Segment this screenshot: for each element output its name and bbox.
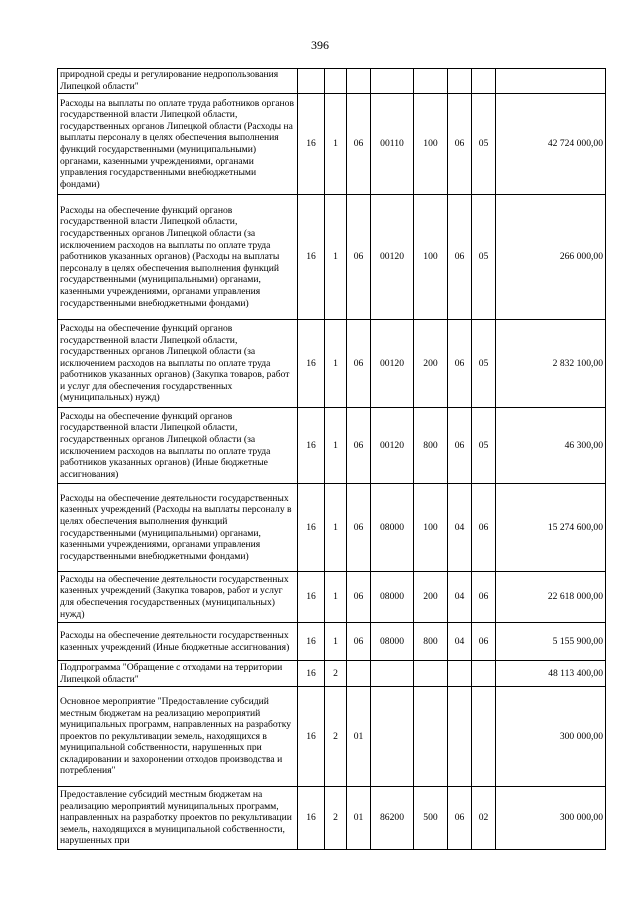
table-row <box>58 661 606 687</box>
cell-subsection: 06 <box>472 572 496 623</box>
row-description: Расходы на обеспечение функций органов государственной власти Липецкой области, государственных органов Липецкой области (за исключением расходов на выплаты по оплате труда работников указанных органов) (Иные бюджетные ассигнования) <box>58 408 298 484</box>
cell-subprogram: 1 <box>325 94 347 195</box>
cell-amount <box>496 69 606 94</box>
cell-amount: 300 000,00 <box>496 787 606 850</box>
row-description: Расходы на обеспечение деятельности государственных казенных учреждений (Расходы на выплаты персоналу в целях обеспечения выполнения функций государственными (муниципальными) органами, казенными учреждениями, органами управления государственными внебюджетными фондами) <box>58 484 298 572</box>
cell-admin-code: 16 <box>298 787 325 850</box>
row-description: Подпрограмма "Обращение с отходами на территории Липецкой области" <box>58 661 298 687</box>
budget-table <box>57 68 606 850</box>
cell-measure: 06 <box>347 623 371 661</box>
cell-admin-code: 16 <box>298 484 325 572</box>
cell-section: 06 <box>448 408 472 484</box>
cell-section: 06 <box>448 787 472 850</box>
cell-subsection: 05 <box>472 408 496 484</box>
row-description: Расходы на обеспечение функций органов государственной власти Липецкой области, государственных органов Липецкой области (за исключением расходов на выплаты по оплате труда работников указанных органов) (Закупка товаров, работ и услуг для обеспечения государственных (муниципальных) нужд) <box>58 320 298 408</box>
cell-direction <box>371 69 414 94</box>
cell-expense-type: 800 <box>414 408 448 484</box>
table-row <box>58 195 606 320</box>
cell-subsection <box>472 661 496 687</box>
row-description: Предоставление субсидий местным бюджетам на реализацию мероприятий муниципальных программ, направленных на разработку проектов по рекультивации земель, находящихся в муниципальной собственности, нарушенных при <box>58 787 298 850</box>
row-description: Расходы на выплаты по оплате труда работников органов государственной власти Липецкой области, государственных органов Липецкой области (Расходы на выплаты персоналу в целях обеспечения выполнения функций государственными (муниципальными) органами, казенными учреждениями, органами управления государственными внебюджетными фондами) <box>58 94 298 195</box>
page-number: 396 <box>311 38 329 52</box>
cell-amount: 266 000,00 <box>496 195 606 320</box>
cell-subsection <box>472 69 496 94</box>
cell-direction: 00120 <box>371 195 414 320</box>
cell-subsection <box>472 687 496 787</box>
cell-measure: 01 <box>347 787 371 850</box>
cell-expense-type <box>414 69 448 94</box>
cell-admin-code: 16 <box>298 572 325 623</box>
table-row <box>58 94 606 195</box>
cell-amount: 22 618 000,00 <box>496 572 606 623</box>
cell-expense-type: 100 <box>414 94 448 195</box>
cell-subsection: 05 <box>472 320 496 408</box>
cell-section: 04 <box>448 623 472 661</box>
table-row <box>58 687 606 787</box>
cell-admin-code: 16 <box>298 195 325 320</box>
cell-expense-type: 500 <box>414 787 448 850</box>
cell-amount: 15 274 600,00 <box>496 484 606 572</box>
cell-amount: 300 000,00 <box>496 687 606 787</box>
cell-direction: 08000 <box>371 484 414 572</box>
cell-subsection: 05 <box>472 94 496 195</box>
row-description: Расходы на обеспечение деятельности государственных казенных учреждений (Закупка товаров, работ и услуг для обеспечения государственных (муниципальных) нужд) <box>58 572 298 623</box>
cell-expense-type: 100 <box>414 484 448 572</box>
table-row <box>58 408 606 484</box>
cell-direction <box>371 687 414 787</box>
cell-admin-code: 16 <box>298 623 325 661</box>
cell-amount: 46 300,00 <box>496 408 606 484</box>
cell-measure: 06 <box>347 484 371 572</box>
cell-expense-type: 200 <box>414 320 448 408</box>
cell-expense-type <box>414 661 448 687</box>
cell-section <box>448 69 472 94</box>
cell-subprogram: 1 <box>325 195 347 320</box>
cell-admin-code: 16 <box>298 320 325 408</box>
cell-subprogram: 2 <box>325 687 347 787</box>
cell-amount: 48 113 400,00 <box>496 661 606 687</box>
table-row <box>58 623 606 661</box>
cell-section: 04 <box>448 572 472 623</box>
cell-admin-code: 16 <box>298 94 325 195</box>
cell-expense-type: 800 <box>414 623 448 661</box>
cell-section <box>448 661 472 687</box>
cell-measure: 06 <box>347 408 371 484</box>
cell-subprogram: 1 <box>325 408 347 484</box>
table-row <box>58 787 606 850</box>
cell-direction: 00120 <box>371 320 414 408</box>
cell-direction: 08000 <box>371 572 414 623</box>
cell-admin-code: 16 <box>298 408 325 484</box>
cell-section: 06 <box>448 94 472 195</box>
cell-expense-type: 100 <box>414 195 448 320</box>
cell-section: 04 <box>448 484 472 572</box>
cell-measure: 06 <box>347 195 371 320</box>
cell-section <box>448 687 472 787</box>
cell-amount: 42 724 000,00 <box>496 94 606 195</box>
cell-measure: 06 <box>347 94 371 195</box>
table-row <box>58 320 606 408</box>
cell-subsection: 05 <box>472 195 496 320</box>
cell-amount: 2 832 100,00 <box>496 320 606 408</box>
cell-subprogram: 1 <box>325 484 347 572</box>
cell-subsection: 06 <box>472 484 496 572</box>
cell-subprogram: 1 <box>325 572 347 623</box>
cell-admin-code: 16 <box>298 661 325 687</box>
cell-subsection: 02 <box>472 787 496 850</box>
row-description: Расходы на обеспечение функций органов государственной власти Липецкой области, государственных органов Липецкой области (за исключением расходов на выплаты по оплате труда работников указанных органов) (Расходы на выплаты персоналу в целях обеспечения выполнения функций государственными (муниципальными) органами, казенными учреждениями, органами управления государственными внебюджетными фондами) <box>58 195 298 320</box>
cell-measure <box>347 661 371 687</box>
table-row <box>58 69 606 94</box>
row-description: Расходы на обеспечение деятельности государственных казенных учреждений (Иные бюджетные ассигнования) <box>58 623 298 661</box>
table-row <box>58 572 606 623</box>
cell-direction <box>371 661 414 687</box>
cell-subsection: 06 <box>472 623 496 661</box>
cell-subprogram: 1 <box>325 623 347 661</box>
cell-subprogram: 2 <box>325 787 347 850</box>
cell-subprogram <box>325 69 347 94</box>
cell-admin-code: 16 <box>298 687 325 787</box>
cell-amount: 5 155 900,00 <box>496 623 606 661</box>
cell-direction: 00110 <box>371 94 414 195</box>
row-description: природной среды и регулирование недропользования Липецкой области" <box>58 69 298 94</box>
cell-admin-code <box>298 69 325 94</box>
cell-subprogram: 2 <box>325 661 347 687</box>
cell-direction: 86200 <box>371 787 414 850</box>
cell-measure <box>347 69 371 94</box>
cell-measure: 01 <box>347 687 371 787</box>
cell-measure: 06 <box>347 320 371 408</box>
cell-subprogram: 1 <box>325 320 347 408</box>
cell-measure: 06 <box>347 572 371 623</box>
cell-section: 06 <box>448 195 472 320</box>
row-description: Основное мероприятие "Предоставление субсидий местным бюджетам на реализацию мероприятий муниципальных программ, направленных на разработку проектов по рекультивации земель, находящихся в муниципальной собственности, нарушенных при складировании и захоронении отходов производства и потребления" <box>58 687 298 787</box>
cell-direction: 08000 <box>371 623 414 661</box>
cell-direction: 00120 <box>371 408 414 484</box>
table-row <box>58 484 606 572</box>
cell-expense-type <box>414 687 448 787</box>
cell-expense-type: 200 <box>414 572 448 623</box>
cell-section: 06 <box>448 320 472 408</box>
